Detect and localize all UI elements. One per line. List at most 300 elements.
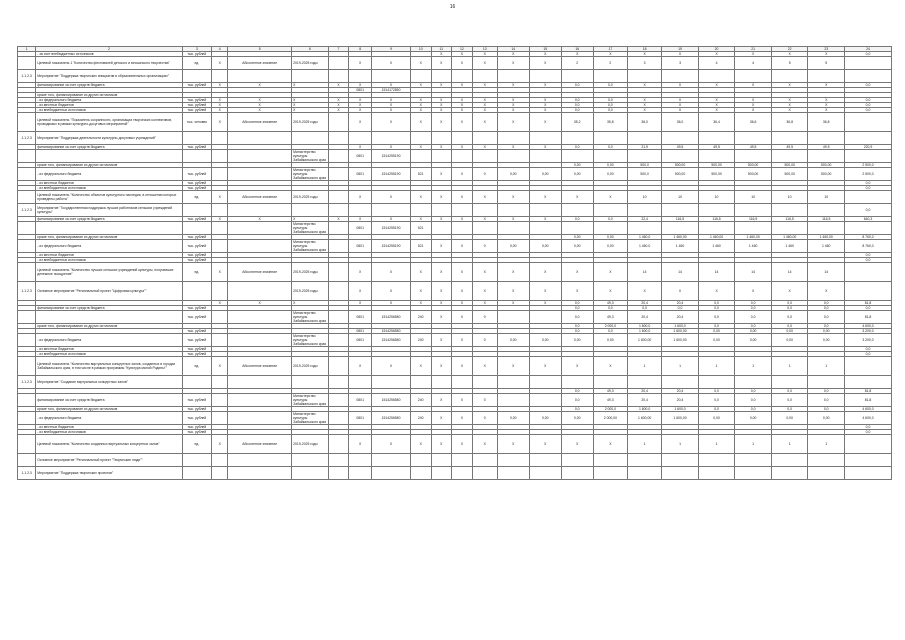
table-cell: 0,0 [735, 394, 772, 407]
table-row [18, 57, 892, 70]
table-cell [472, 222, 497, 235]
header-cell: 12 [452, 47, 473, 52]
table-cell: X [328, 217, 349, 222]
table-cell [452, 150, 473, 163]
table-cell: 36,6 [735, 113, 772, 132]
table-cell: X [771, 103, 808, 108]
table-cell: 0,0 [844, 253, 891, 258]
table-cell [627, 132, 661, 145]
table-cell [808, 222, 845, 235]
table-cell: X [228, 98, 292, 103]
table-cell: 8 760,0 [844, 235, 891, 240]
table-cell [698, 70, 735, 83]
table-cell [844, 150, 891, 163]
table-cell: X [349, 113, 372, 132]
table-cell: X [292, 103, 329, 108]
table-cell: X [771, 98, 808, 103]
table-cell: X [735, 108, 772, 113]
table-cell: 2019-2025 годы [292, 357, 329, 376]
table-row [18, 222, 892, 235]
table-cell [228, 204, 292, 217]
table-cell: 21,9 [627, 145, 661, 150]
table-cell [698, 376, 735, 389]
table-cell: X [808, 83, 845, 88]
table-cell: X [372, 57, 411, 70]
table-cell: 1 600,00 [662, 329, 699, 334]
table-cell: 3 200,0 [844, 329, 891, 334]
header-cell: 14 [497, 47, 529, 52]
table-cell: X [228, 103, 292, 108]
header-cell: 4 [212, 47, 228, 52]
table-cell: Основное мероприятие "Региональный проект "Творческие люди"" [36, 454, 182, 467]
table-cell [698, 454, 735, 467]
table-cell [808, 150, 845, 163]
table-cell: 0,0 [698, 324, 735, 329]
table-cell: 1514256580 [372, 394, 411, 407]
table-cell [662, 204, 699, 217]
table-cell: X [627, 108, 661, 113]
table-cell: X [561, 282, 593, 301]
table-cell: 49,5 [771, 145, 808, 150]
table-cell [212, 132, 228, 145]
table-cell: 1 [698, 435, 735, 454]
program-table [17, 46, 892, 480]
header-cell: 10 [410, 47, 431, 52]
table-cell: 36,8 [808, 113, 845, 132]
table-cell [627, 204, 661, 217]
table-cell: 240 [410, 394, 431, 407]
table-cell: X [497, 282, 529, 301]
table-cell: X [431, 145, 452, 150]
table-cell [844, 113, 891, 132]
table-cell [472, 70, 497, 83]
table-cell [662, 150, 699, 163]
table-cell: 1514255190 [372, 240, 411, 253]
table-cell: 0,0 [808, 394, 845, 407]
table-cell [593, 204, 627, 217]
table-cell: 3 200,0 [844, 334, 891, 347]
table-cell: X [212, 98, 228, 103]
table-cell: Абсолютное значение [228, 113, 292, 132]
table-cell: 0,0 [593, 217, 627, 222]
table-cell: X [472, 282, 497, 301]
table-cell: кроме того, финансирование из других источников [36, 163, 182, 168]
table-cell [328, 467, 349, 480]
table-cell [771, 132, 808, 145]
table-cell [212, 394, 228, 407]
table-cell: 10 [662, 191, 699, 204]
table-cell [328, 132, 349, 145]
table-cell: 1.1.2.3 [18, 70, 36, 83]
table-cell: ед. [182, 191, 212, 204]
table-cell: тыс. рублей [182, 394, 212, 407]
table-cell: X [372, 435, 411, 454]
table-cell: 0,00 [808, 329, 845, 334]
table-cell: X [472, 263, 497, 282]
table-cell: Абсолютное значение [228, 191, 292, 204]
table-cell: X [735, 83, 772, 88]
table-cell: 500,00 [771, 163, 808, 168]
table-cell: 1 [808, 357, 845, 376]
table-cell: X [452, 52, 473, 57]
table-cell: 0,0 [808, 324, 845, 329]
table-cell [182, 150, 212, 163]
table-cell: 0801 [349, 334, 372, 347]
table-cell: 4 [698, 57, 735, 70]
table-cell: 2019-2025 годы [292, 263, 329, 282]
table-cell [698, 150, 735, 163]
table-cell [698, 222, 735, 235]
table-cell: X [372, 108, 411, 113]
table-cell: X [431, 191, 452, 204]
table-cell: 0,00 [561, 235, 593, 240]
table-cell: 500,00 [735, 168, 772, 181]
table-cell: X [497, 52, 529, 57]
table-cell [561, 376, 593, 389]
table-cell: X [452, 394, 473, 407]
table-cell: X [410, 83, 431, 88]
table-cell: X [410, 263, 431, 282]
table-cell: X [529, 52, 561, 57]
table-cell [328, 204, 349, 217]
table-cell: X [627, 103, 661, 108]
table-cell: X [328, 103, 349, 108]
table-cell: 116,5 [698, 217, 735, 222]
table-cell [228, 70, 292, 83]
table-cell [529, 150, 561, 163]
table-row [18, 311, 892, 324]
table-cell: Целевой показатель 1 "Количество фестивалей детского и юношеского творчества" [36, 57, 182, 70]
table-cell: 640,3 [844, 217, 891, 222]
table-cell: 500,00 [735, 163, 772, 168]
table-row [18, 70, 892, 83]
table-cell [771, 222, 808, 235]
table-cell [431, 70, 452, 83]
table-cell: 0,0 [561, 217, 593, 222]
table-cell [292, 70, 329, 83]
table-cell: Целевой показатель "Количество лучших сельских учреждений культуры, получивших денежное поощрение" [36, 263, 182, 282]
table-cell [452, 204, 473, 217]
table-cell: 2 [561, 57, 593, 70]
table-cell [593, 132, 627, 145]
table-cell: X [627, 98, 661, 103]
table-cell: тыс. рублей [182, 352, 212, 357]
table-cell [561, 132, 593, 145]
table-row [18, 263, 892, 282]
table-cell: X [431, 108, 452, 113]
table-cell: 0,0 [593, 145, 627, 150]
table-cell: 14 [662, 263, 699, 282]
table-cell: 116,5 [808, 217, 845, 222]
table-cell: X [497, 301, 529, 306]
table-cell: 0,00 [561, 240, 593, 253]
table-cell: 0,00 [497, 412, 529, 425]
table-cell: X [497, 113, 529, 132]
table-cell: X [452, 334, 473, 347]
table-cell: X [497, 83, 529, 88]
table-cell: тыс. рублей [182, 329, 212, 334]
table-cell: 0,0 [698, 389, 735, 394]
table-cell: финансирование за счет средств бюджета [36, 83, 182, 88]
table-cell: X [431, 83, 452, 88]
table-cell [18, 311, 36, 324]
table-cell: 500,00 [662, 168, 699, 181]
table-cell [735, 222, 772, 235]
table-cell: тыс. рублей [182, 407, 212, 412]
table-cell: 1.1.2.3 [18, 132, 36, 145]
table-cell: 1 460 [771, 240, 808, 253]
table-cell: - из внебюджетных источников [36, 352, 182, 357]
table-cell [328, 263, 349, 282]
table-cell: 0,0 [808, 306, 845, 311]
table-cell: X [627, 52, 661, 57]
table-cell: 0,0 [593, 108, 627, 113]
table-cell [452, 222, 473, 235]
table-cell: X [431, 57, 452, 70]
table-cell: 49,3 [593, 389, 627, 394]
table-cell: 0,0 [844, 186, 891, 191]
table-cell: X [452, 240, 473, 253]
table-cell: X [561, 263, 593, 282]
table-cell [698, 132, 735, 145]
table-cell: 0,0 [771, 389, 808, 394]
table-cell: 20,4 [627, 301, 661, 306]
table-cell: 0801 [349, 311, 372, 324]
table-cell: 1 600,00 [627, 412, 661, 425]
header-cell: 21 [735, 47, 772, 52]
table-cell: 500,00 [698, 168, 735, 181]
table-cell: - из внебюджетных источников [36, 108, 182, 113]
table-cell: X [431, 412, 452, 425]
table-cell: тыс. рублей [182, 311, 212, 324]
table-cell: Министерство культуры Забайкальского края [292, 168, 329, 181]
table-cell [627, 467, 661, 480]
table-cell [228, 394, 292, 407]
table-cell [328, 70, 349, 83]
table-cell: X [410, 113, 431, 132]
table-cell: 0,00 [593, 163, 627, 168]
header-cell: 19 [662, 47, 699, 52]
table-cell [36, 150, 182, 163]
table-cell: Целевой показатель "Количество объектов культурного наследия, в отношении которых проведены работы" [36, 191, 182, 204]
table-cell [328, 240, 349, 253]
table-cell [431, 467, 452, 480]
table-cell [593, 222, 627, 235]
table-cell [735, 467, 772, 480]
table-cell [561, 454, 593, 467]
table-cell: 0,0 [844, 258, 891, 263]
table-cell: 0,00 [561, 412, 593, 425]
table-cell: 0,0 [771, 324, 808, 329]
table-cell [627, 70, 661, 83]
table-cell: Целевой показатель "Показатель сохранности, организации творческих коллективов, проводимых в рамках культурно-досуговых мероприятий" [36, 113, 182, 132]
table-cell: X [431, 357, 452, 376]
table-cell: 0,0 [771, 306, 808, 311]
table-cell: X [452, 217, 473, 222]
table-cell: X [349, 191, 372, 204]
header-cell: 2 [36, 47, 182, 52]
table-cell: X [771, 108, 808, 113]
table-cell: X [212, 191, 228, 204]
table-cell: 0,00 [561, 163, 593, 168]
table-cell: X [349, 103, 372, 108]
table-cell: 20,4 [662, 311, 699, 324]
table-cell: финансирование за счет средств бюджета [36, 394, 182, 407]
table-cell [561, 204, 593, 217]
table-cell: 0801 [349, 412, 372, 425]
table-cell: 1514256580 [372, 311, 411, 324]
table-cell: тыс. рублей [182, 425, 212, 430]
table-cell: тыс. рублей [182, 98, 212, 103]
table-cell: 2 500,0 [844, 168, 891, 181]
table-cell [212, 376, 228, 389]
header-cell: 1 [18, 47, 36, 52]
table-cell: 0,0 [844, 347, 891, 352]
table-cell [561, 150, 593, 163]
table-cell [349, 454, 372, 467]
table-cell [497, 376, 529, 389]
table-cell: 1.1.2.3 [18, 204, 36, 217]
table-cell: 4 [735, 57, 772, 70]
table-cell: X [410, 57, 431, 70]
table-cell [372, 204, 411, 217]
table-cell: 1514255190 [372, 222, 411, 235]
table-cell [212, 150, 228, 163]
table-cell: тыс. рублей [182, 83, 212, 88]
table-cell: 14 [771, 263, 808, 282]
table-cell: 3 [662, 57, 699, 70]
table-cell: X [328, 108, 349, 113]
table-cell: X [452, 113, 473, 132]
table-cell [410, 454, 431, 467]
table-cell: 3 [627, 57, 661, 70]
table-cell: X [472, 57, 497, 70]
table-cell: 0,0 [561, 407, 593, 412]
table-cell: X [452, 301, 473, 306]
table-cell [529, 454, 561, 467]
table-cell: 5 [771, 57, 808, 70]
header-cell: 5 [228, 47, 292, 52]
table-cell: 0,0 [735, 324, 772, 329]
table-cell: 0 [472, 394, 497, 407]
table-cell: X [431, 240, 452, 253]
table-cell: 0,0 [808, 311, 845, 324]
table-cell: 1 600,0 [662, 407, 699, 412]
table-cell: X [472, 301, 497, 306]
table-cell: X [349, 108, 372, 113]
table-cell: X [593, 191, 627, 204]
table-cell: 10 [698, 191, 735, 204]
table-cell [529, 222, 561, 235]
table-cell [349, 376, 372, 389]
table-cell: 0,0 [561, 324, 593, 329]
table-cell: 0 [472, 168, 497, 181]
table-cell [182, 204, 212, 217]
table-cell: X [662, 52, 699, 57]
table-cell: X [472, 52, 497, 57]
table-cell: X [472, 83, 497, 88]
table-cell [497, 454, 529, 467]
table-cell: X [452, 168, 473, 181]
table-cell: финансирование за счет средств бюджета [36, 306, 182, 311]
table-cell: 5 [808, 57, 845, 70]
table-cell: 0,0 [593, 103, 627, 108]
table-cell: 500,00 [698, 163, 735, 168]
table-cell: 521 [410, 168, 431, 181]
table-cell [36, 311, 182, 324]
table-cell: X [561, 191, 593, 204]
table-cell [735, 204, 772, 217]
header-cell: 15 [529, 47, 561, 52]
table-cell: 0801 [349, 222, 372, 235]
table-cell [771, 467, 808, 480]
table-cell: X [497, 191, 529, 204]
table-cell: 1 600,0 [627, 407, 661, 412]
table-cell: X [372, 301, 411, 306]
table-cell: тыс. рублей [182, 186, 212, 191]
header-cell: 7 [328, 47, 349, 52]
table-cell: X [561, 435, 593, 454]
table-cell: 1 [662, 357, 699, 376]
table-cell: Мероприятие "Поддержка деятельности культурно-досуговых учреждений" [36, 132, 182, 145]
table-cell [452, 132, 473, 145]
table-cell: 0,00 [808, 334, 845, 347]
table-cell: X [410, 191, 431, 204]
table-cell [18, 454, 36, 467]
table-cell [18, 150, 36, 163]
table-cell: X [529, 191, 561, 204]
table-cell [212, 240, 228, 253]
table-cell: 0,0 [561, 145, 593, 150]
table-cell [452, 70, 473, 83]
table-cell: X [452, 103, 473, 108]
table-cell: X [529, 301, 561, 306]
table-cell [212, 70, 228, 83]
table-cell [228, 168, 292, 181]
table-cell: 0,00 [497, 168, 529, 181]
table-cell [593, 376, 627, 389]
table-cell: X [372, 98, 411, 103]
table-cell: 1 600,00 [627, 334, 661, 347]
table-cell: 1 [627, 357, 661, 376]
table-cell: 2 000,0 [593, 407, 627, 412]
table-cell [497, 394, 529, 407]
table-cell: Министерство культуры Забайкальского края [292, 334, 329, 347]
table-cell: X [212, 263, 228, 282]
table-cell [328, 376, 349, 389]
table-cell [844, 454, 891, 467]
table-cell [431, 376, 452, 389]
table-cell: Министерство культуры Забайкальского края [292, 240, 329, 253]
table-cell: 0,0 [561, 329, 593, 334]
table-cell: X [431, 394, 452, 407]
table-cell [328, 150, 349, 163]
table-cell: X [372, 145, 411, 150]
table-cell [228, 412, 292, 425]
table-cell: X [410, 282, 431, 301]
table-cell [18, 435, 36, 454]
table-cell [228, 132, 292, 145]
table-cell [328, 282, 349, 301]
table-cell: 0,0 [771, 301, 808, 306]
table-cell: X [497, 108, 529, 113]
table-row [18, 334, 892, 347]
table-cell: 0,0 [844, 52, 891, 57]
table-cell: 1514256580 [372, 329, 411, 334]
table-cell [771, 70, 808, 83]
table-cell: 1 [698, 357, 735, 376]
table-cell: Мероприятие "Государственная поддержка лучших работников сельских учреждений культуры" [36, 204, 182, 217]
